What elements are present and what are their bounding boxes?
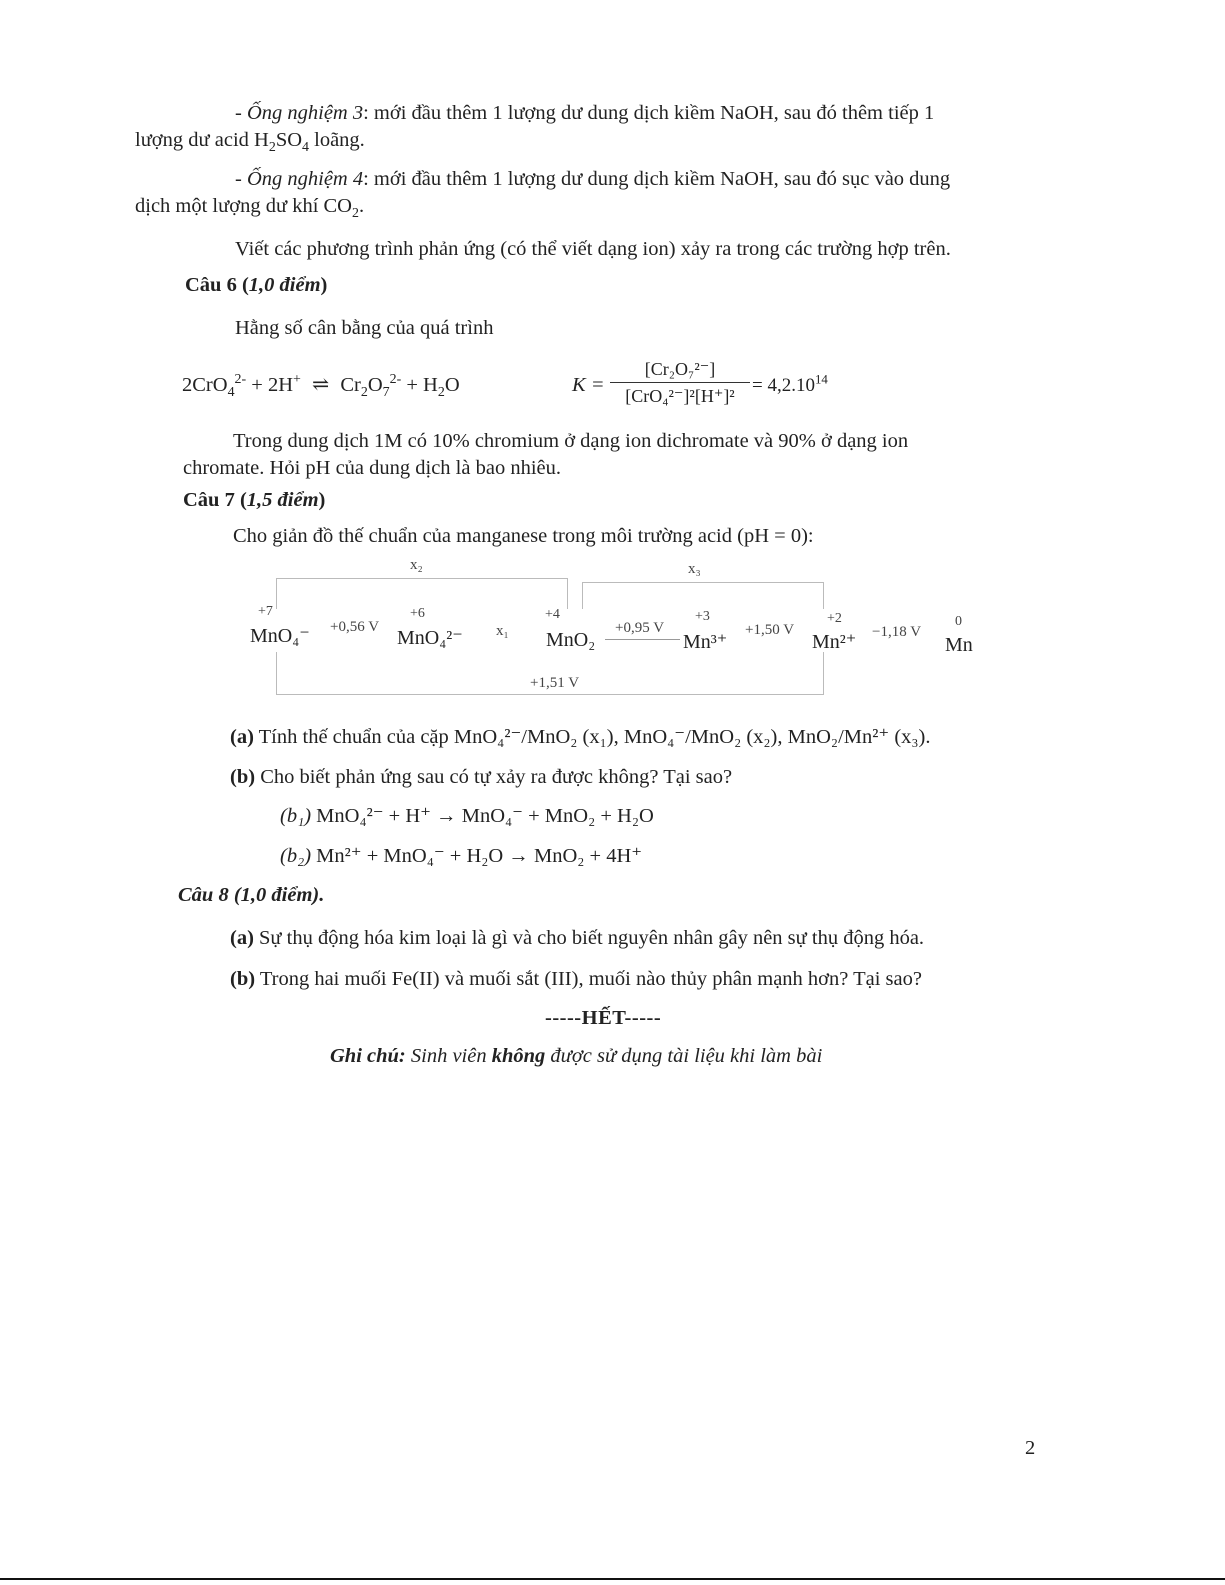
tube3-line2: lượng dư acid $H_2SO_4$ loãng. (135, 128, 365, 155)
q7-b1: (b₁) MnO₄²⁻ + H⁺ → MnO₄⁻ + MnO₂ + H₂O (280, 805, 654, 827)
ox-state: +4 (545, 607, 560, 622)
tube3-paragraph (135, 100, 1045, 155)
end-mark: -----HẾT----- (545, 1007, 662, 1029)
tube4-label: Ống nghiệm 4 (246, 168, 364, 190)
potential-label: −1,18 V (872, 624, 922, 640)
species-mno2: MnO₂ (546, 629, 596, 651)
question-7-heading: Câu 7 (1,5 điểm) (183, 489, 326, 511)
q6-intro: Hằng số cân bằng của quá trình (235, 317, 494, 339)
species-mn2: Mn²⁺ (812, 631, 857, 653)
k-numerator: [Cr₂O₇²⁻] (610, 358, 750, 383)
q8-part-b: (b) Trong hai muối Fe(II) và muối sắt (III), muối nào thủy phân mạnh hơn? Tại sao? (230, 968, 922, 990)
ox-state: +7 (258, 604, 273, 619)
instruction: Viết các phương trình phản ứng (có thể viết dạng ion) xảy ra trong các trường hợp trên. (235, 238, 951, 260)
tube3-text: : mới đầu thêm 1 lượng dư dung dịch kiềm NaOH, sau đó thêm tiếp 1 (363, 102, 935, 124)
k-fraction (610, 358, 750, 409)
dash: - (235, 102, 247, 124)
k-denominator: [CrO₄²⁻]²[H⁺]² (625, 386, 735, 407)
k-label: K = (572, 374, 605, 396)
ox-state: +2 (827, 611, 842, 626)
q6-body: Trong dung dịch 1M có 10% chromium ở dạng ion dichromate và 90% ở dạng ion chromate. Hỏi pH của dung dịch là bao nhiêu. (183, 430, 909, 479)
question-6-heading: Câu 6 (1,0 điểm) (185, 274, 328, 296)
x1-label: x₁ (496, 623, 509, 639)
potential-label: +0,95 V (615, 620, 665, 636)
potential-label: +1,50 V (745, 622, 795, 638)
ox-state: 0 (955, 614, 962, 629)
species-mno4: MnO₄⁻ (250, 625, 310, 647)
potential-label: +0,56 V (330, 619, 380, 635)
tube4-paragraph (135, 166, 1045, 221)
potential-label: +1,51 V (530, 675, 580, 691)
page-number: 2 (1025, 1437, 1036, 1459)
x3-label: x₃ (688, 561, 701, 577)
arrow-line (605, 639, 680, 640)
q6-equation: 2CrO$_4^{2-}$ + 2H+ ⇌ $Cr_2O_7^{2-} + H_2O$ (182, 372, 460, 401)
x3-bracket (582, 582, 824, 609)
q7-part-b: (b) Cho biết phản ứng sau có tự xảy ra được không? Tại sao? (230, 766, 733, 788)
ox-state: +3 (695, 609, 710, 624)
q7-b2: (b₂) Mn²⁺ + MnO₄⁻ + H₂O → MnO₂ + 4H⁺ (280, 845, 643, 867)
q8-part-a: (a) Sự thụ động hóa kim loại là gì và cho biết nguyên nhân gây nên sự thụ động hóa. (230, 927, 925, 949)
species-mn3: Mn³⁺ (683, 631, 728, 653)
species-mn: Mn (945, 634, 973, 656)
note: Ghi chú: Sinh viên không được sử dụng tài liệu khi làm bài (330, 1045, 823, 1067)
tube3-label: Ống nghiệm 3 (246, 102, 364, 124)
species-mno4-2: MnO₄²⁻ (397, 627, 463, 649)
ox-state: +6 (410, 606, 425, 621)
dash: - (235, 168, 247, 190)
equilibrium-arrow: ⇌ (312, 374, 330, 396)
x2-label: x₂ (410, 557, 423, 573)
bottom-border (0, 1578, 1225, 1580)
tube4-line2: dịch một lượng dư khí $CO_2$. (135, 194, 365, 221)
question-8-heading: Câu 8 (1,0 điểm). (178, 884, 325, 906)
tube4-text: : mới đầu thêm 1 lượng dư dung dịch kiềm NaOH, sau đó sục vào dung (363, 168, 951, 190)
q7-part-a: (a) Tính thế chuẩn của cặp MnO₄²⁻/MnO₂ (x₁), MnO₄⁻/MnO₂ (x₂), MnO₂/Mn²⁺ (x₃). (230, 726, 931, 748)
q7-intro: Cho giản đồ thế chuẩn của manganese trong môi trường acid (pH = 0): (233, 525, 814, 547)
k-value: = $4,2.10^{14}$ (752, 371, 828, 396)
